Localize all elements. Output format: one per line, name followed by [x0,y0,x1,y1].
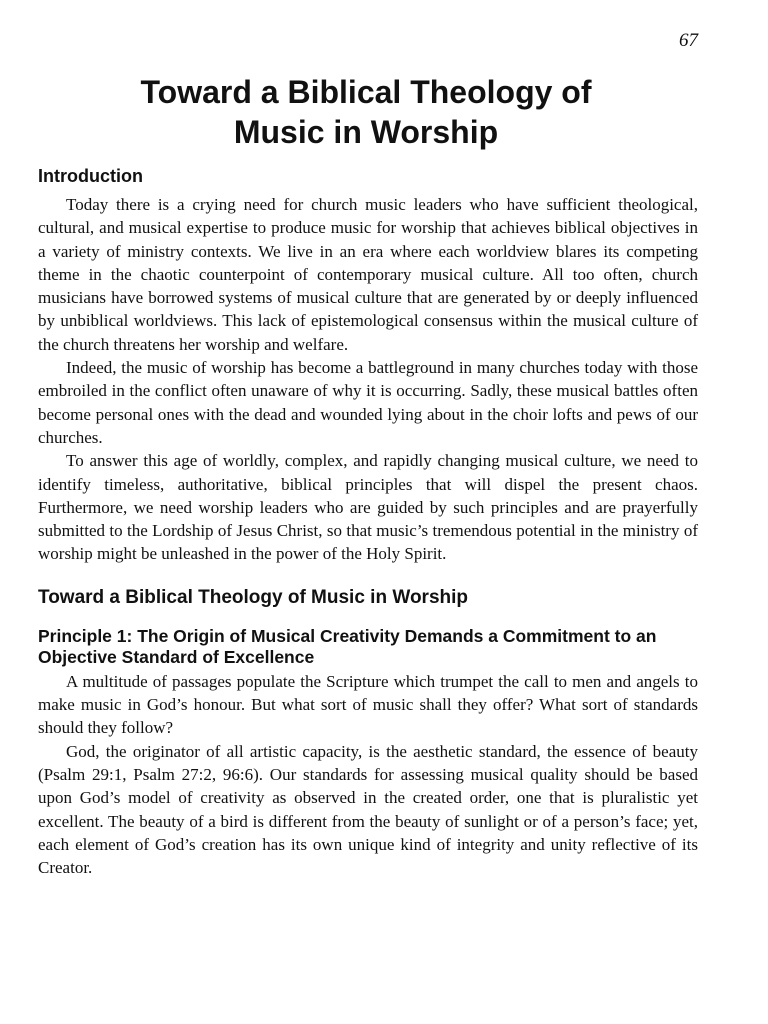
section-heading: Toward a Biblical Theology of Music in Worship [38,586,468,608]
principle-1-paragraph-1: A multitude of passages populate the Scripture which trumpet the call to men and angels to make music in God’s honour. But what sort of music shall they offer? What sort of standards should they follow? [38,671,698,738]
principle-1-heading: Principle 1: The Origin of Musical Creativity Demands a Commitment to an Objective Standard of Excellence [38,625,657,667]
principle-1-paragraph-2: God, the originator of all artistic capacity, is the aesthetic standard, the essence of beauty (Psalm 29:1, Psalm 27:2, 96:6). Our standards for assessing musical quality should be based upon God’s model of creativity as observed in the created order, one that is pluralistic yet excellent. The beauty of a bird is different from the beauty of sunlight or of a person’s face; yet, each element of God’s creation has its own unique kind of integrity and unity reflective of its Creator. [38,741,698,878]
page-title-line-1: Toward a Biblical Theology of [140,74,592,110]
intro-paragraph-1: Today there is a crying need for church music leaders who have sufficient theological, cultural, and musical expertise to produce music for worship that achieves biblical objectives in a variety of ministry contexts. We live in an era where each worldview blares its competing theme in the chaotic counterpoint of contemporary musical culture. All too often, church musicians have borrowed systems of musical culture that are generated by or deeply influenced by unbiblical worldviews. This lack of epistemological consensus within the musical culture of the church threatens her worship and welfare. [38,195,698,354]
body-content [38,165,698,879]
page-title [0,72,732,152]
introduction-heading: Introduction [38,166,143,186]
page-title-line-2: Music in Worship [233,114,499,150]
page-number: 67 [679,30,698,51]
intro-paragraph-3: To answer this age of worldly, complex, and rapidly changing musical culture, we need to identify timeless, authoritative, biblical principles that will dispel the present chaos. Furthermore, we need worship leaders who are guided by such principles and are prayerfully submitted to the Lordship of Jesus Christ, so that music’s tremendous potential in the ministry of worship might be unleashed in the power of the Holy Spirit. [38,451,698,564]
intro-paragraph-2: Indeed, the music of worship has become a battleground in many churches today with those embroiled in the conflict often unaware of why it is occurring. Sadly, these musical battles often become personal ones with the dead and wounded lying about in the choir lofts and pews of our churches. [38,358,698,447]
